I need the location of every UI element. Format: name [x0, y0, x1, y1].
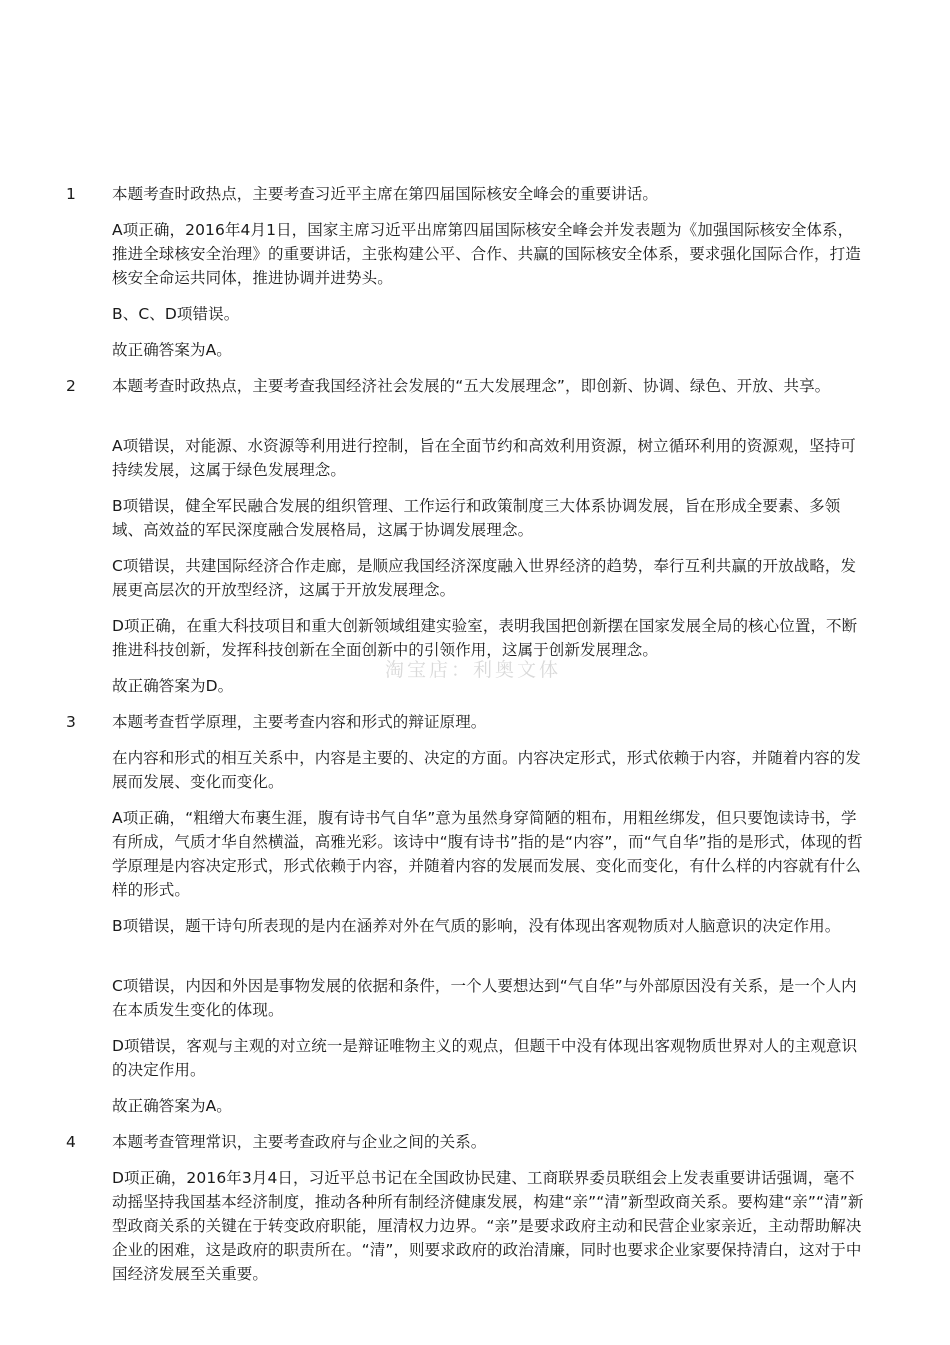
question-2-intro: 本题考查时政热点，主要考查我国经济社会发展的“五大发展理念”，即创新、协调、绿色、开放、共享。	[112, 377, 831, 395]
question-2-option-d: D项正确，在重大科技项目和重大创新领域组建实验室，表明我国把创新摆在国家发展全局的核心位置，不断推进科技创新，发挥科技创新在全面创新中的引领作用，这属于创新发展理念。	[112, 617, 858, 659]
watermark: 淘宝店：利奥文体	[385, 659, 562, 681]
question-2-option-a: A项错误，对能源、水资源等利用进行控制，旨在全面节约和高效利用资源，树立循环利用的资源观，坚持可持续发展，这属于绿色发展理念。	[112, 437, 856, 479]
question-number: 1	[66, 185, 76, 203]
question-3-option-d: D项错误，客观与主观的对立统一是辩证唯物主义的观点，但题干中没有体现出客观物质世界对人的主观意识的决定作用。	[112, 1037, 858, 1079]
question-3-answer: 故正确答案为A。	[112, 1097, 232, 1115]
question-1-options-bcd: B、C、D项错误。	[112, 305, 240, 323]
question-3-intro: 本题考查哲学原理，主要考查内容和形式的辩证原理。	[112, 713, 487, 731]
question-3-explanation: 在内容和形式的相互关系中，内容是主要的、决定的方面。内容决定形式，形式依赖于内容，并随着内容的发展而发展、变化而变化。	[112, 749, 861, 791]
question-1-intro: 本题考查时政热点，主要考查习近平主席在第四届国际核安全峰会的重要讲话。	[112, 185, 659, 203]
question-2-answer: 故正确答案为D。	[112, 677, 234, 695]
question-2-option-c: C项错误，共建国际经济合作走廊，是顺应我国经济深度融入世界经济的趋势，奉行互利共赢的开放战略，发展更高层次的开放型经济，这属于开放发展理念。	[112, 557, 857, 599]
question-4-intro: 本题考查管理常识，主要考查政府与企业之间的关系。	[112, 1133, 487, 1151]
question-number: 3	[66, 713, 76, 731]
question-1-option-a: A项正确，2016年4月1日，国家主席习近平出席第四届国际核安全峰会并发表题为《加强国际核安全体系，推进全球核安全治理》的重要讲话，主张构建公平、合作、共赢的国际核安全体系，要求强化国际合作，打造核安全命运共同体，推进协调并进势头。	[112, 221, 861, 287]
question-3-option-c: C项错误，内因和外因是事物发展的依据和条件，一个人要想达到“气自华”与外部原因没有关系，是一个人内在本质发生变化的体现。	[112, 977, 857, 1019]
question-2-option-b: B项错误，健全军民融合发展的组织管理、工作运行和政策制度三大体系协调发展，旨在形成全要素、多领域、高效益的军民深度融合发展格局，这属于协调发展理念。	[112, 497, 841, 539]
question-3-option-a: A项正确，“粗缯大布裹生涯，腹有诗书气自华”意为虽然身穿简陋的粗布，用粗丝绑发，但只要饱读诗书，学有所成，气质才华自然横溢，高雅光彩。该诗中“腹有诗书”指的是“内容”，而“气自华”指的是形式，体现的哲学原理是内容决定形式，形式依赖于内容，并随着内容的发展而发展、变化而变化，有什么样的内容就有什么样的形式。	[112, 809, 863, 899]
question-3-option-b: B项错误，题干诗句所表现的是内在涵养对外在气质的影响，没有体现出客观物质对人脑意识的决定作用。	[112, 917, 841, 935]
question-number: 4	[66, 1133, 76, 1151]
question-number: 2	[66, 377, 76, 395]
question-1-answer: 故正确答案为A。	[112, 341, 232, 359]
question-4-option-d: D项正确，2016年3月4日，习近平总书记在全国政协民建、工商联界委员联组会上发表重要讲话强调，毫不动摇坚持我国基本经济制度，推动各种所有制经济健康发展，构建“亲”“清”新型政商关系。要构建“亲”“清”新型政商关系的关键在于转变政府职能，厘清权力边界。“亲”是要求政府主动和民营企业家亲近，主动帮助解决企业的困难，这是政府的职责所在。“清”，则要求政府的政治清廉，同时也要求企业家要保持清白，这对于中国经济发展至关重要。	[112, 1169, 864, 1283]
